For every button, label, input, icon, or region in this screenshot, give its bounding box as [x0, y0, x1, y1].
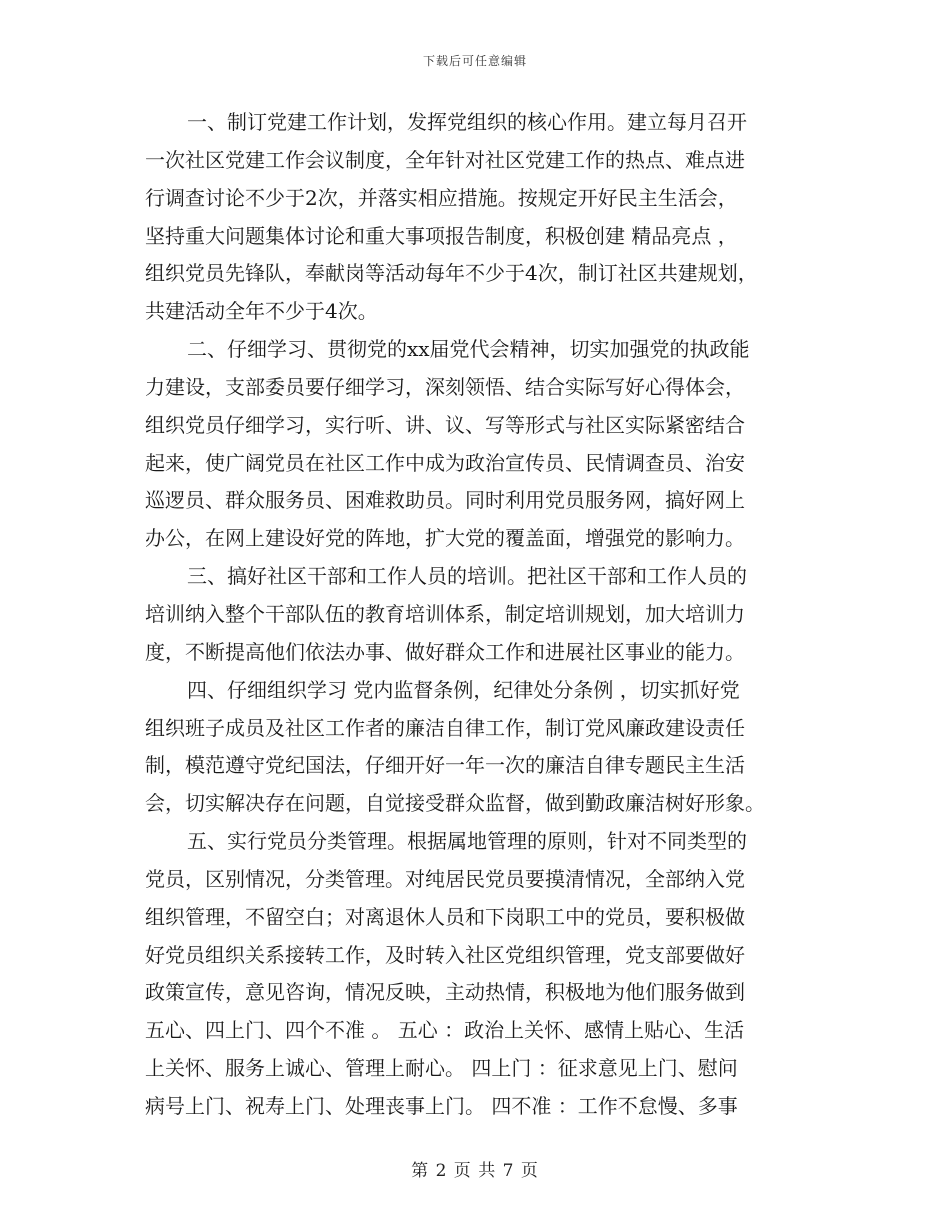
body-line: 共建活动全年不少于4次。 [145, 299, 378, 324]
body-line: 五、实行党员分类管理。根据属地管理的原则，针对不同类型的 [187, 829, 747, 854]
body-line: 度，不断提高他们依法办事、做好群众工作和进展社区事业的能力。 [145, 639, 745, 664]
document-body [145, 104, 810, 1126]
page-number-footer: 第 2 页 共 7 页 [411, 1161, 539, 1181]
body-line: 组织管理，不留空白；对离退休人员和下岗职工中的党员，要积极做 [145, 904, 745, 929]
body-line: 力建设，支部委员要仔细学习，深刻领悟、结合实际写好心得体会， [145, 374, 745, 399]
body-line: 二、仔细学习、贯彻党的xx届党代会精神，切实加强党的执政能 [187, 337, 750, 362]
page-header: 下载后可任意编辑 [422, 54, 527, 68]
body-line: 办公，在网上建设好党的阵地，扩大党的覆盖面，增强党的影响力。 [145, 526, 745, 551]
body-line: 会，切实解决存在问题，自觉接受群众监督，做到勤政廉洁树好形象。 [145, 791, 765, 816]
body-line: 组织班子成员及社区工作者的廉洁自律工作，制订党风廉政建设责任 [145, 715, 745, 740]
body-line: 制，模范遵守党纪国法，仔细开好一年一次的廉洁自律专题民主生活 [145, 753, 745, 778]
body-line: 五心、四上门、四个不准 。 五心 ：政治上关怀、感情上贴心、生活 [145, 1018, 745, 1043]
body-line: 党员，区别情况，分类管理。对纯居民党员要摸清情况，全部纳入党 [145, 866, 745, 891]
body-line: 巡逻员、群众服务员、困难救助员。同时利用党员服务网，搞好网上 [145, 488, 745, 513]
body-line: 行调查讨论不少于2次，并落实相应措施。按规定开好民主生活会， [145, 185, 738, 210]
body-line: 组织党员先锋队，奉献岗等活动每年不少于4次，制订社区共建规划， [145, 261, 758, 286]
body-line: 坚持重大问题集体讨论和重大事项报告制度，积极创建 精品亮点 ， [145, 223, 738, 248]
body-line: 政策宣传，意见咨询，情况反映，主动热情，积极地为他们服务做到 [145, 980, 745, 1005]
body-line: 病号上门、祝寿上门、处理丧事上门。 四不准 ：工作不怠慢、多事 [145, 1093, 738, 1118]
body-line: 三、搞好社区干部和工作人员的培训。把社区干部和工作人员的 [187, 564, 747, 589]
body-line: 好党员组织关系接转工作，及时转入社区党组织管理，党支部要做好 [145, 942, 745, 967]
body-line: 组织党员仔细学习，实行听、讲、议、写等形式与社区实际紧密结合 [145, 412, 745, 437]
body-line: 上关怀、服务上诚心、管理上耐心。 四上门 ：征求意见上门、慰问 [145, 1056, 738, 1081]
body-line: 一、制订党建工作计划，发挥党组织的核心作用。建立每月召开 [187, 110, 747, 134]
body-line: 起来，使广阔党员在社区工作中成为政治宣传员、民情调查员、治安 [145, 450, 745, 475]
body-line: 培训纳入整个干部队伍的教育培训体系，制定培训规划，加大培训力 [145, 601, 745, 626]
body-line: 一次社区党建工作会议制度，全年针对社区党建工作的热点、难点进 [145, 147, 745, 172]
body-line: 四、仔细组织学习 党内监督条例，纪律处分条例 ，切实抓好党 [187, 677, 740, 702]
